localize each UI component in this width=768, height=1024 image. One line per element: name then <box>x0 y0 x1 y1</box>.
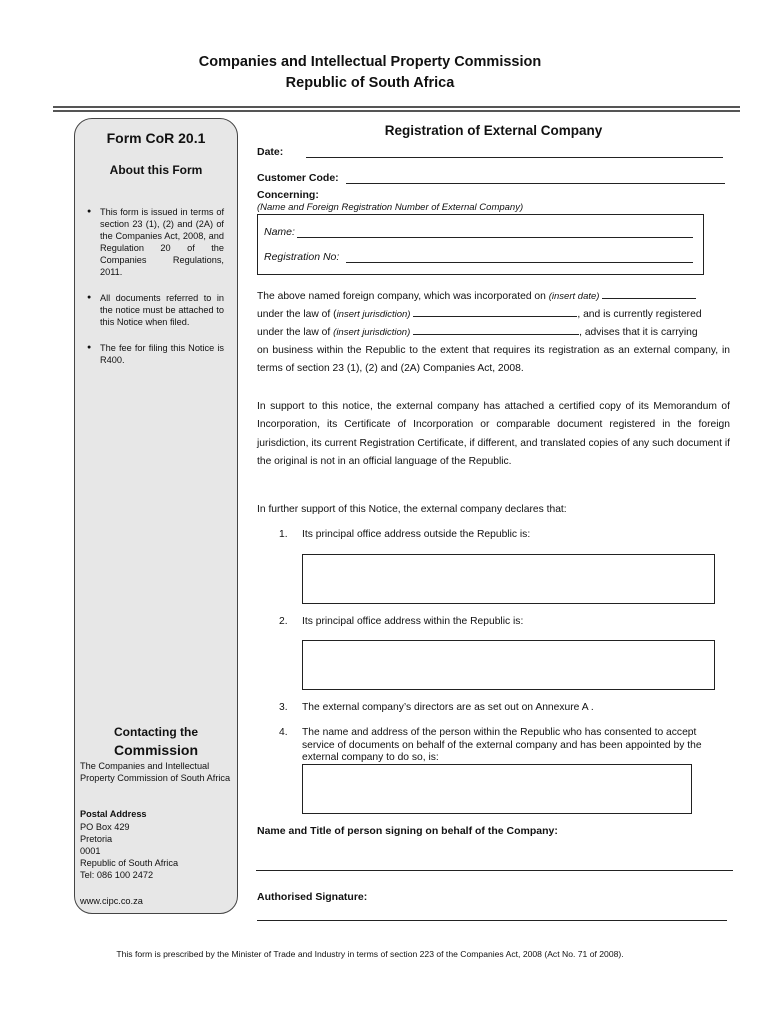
concerning-box <box>257 214 704 275</box>
para1-text: under the law of ( <box>257 309 337 320</box>
postal-address <box>80 821 232 881</box>
postal-line: Tel: 086 100 2472 <box>80 870 154 880</box>
header-rule-top <box>53 106 740 108</box>
paragraph-incorporation-line3 <box>257 324 730 342</box>
signing-name-field[interactable] <box>256 870 733 871</box>
registration-jurisdiction-field[interactable] <box>413 325 579 335</box>
header-rule-bottom <box>53 110 740 112</box>
contact-title: Contacting the <box>114 725 198 739</box>
item-number: 4. <box>279 727 288 738</box>
concerning-label: Concerning: <box>257 189 319 201</box>
paragraph-incorporation-line2 <box>257 306 730 324</box>
postal-line: Pretoria <box>80 834 113 844</box>
item-text: Its principal office address within the Republic is: <box>302 616 524 627</box>
postal-line: Republic of South Africa <box>80 858 179 868</box>
postal-line: PO Box 429 <box>80 822 130 832</box>
item-text: The name and address of the person within the Republic who has consented to accept service of documents on behalf of the external company and has been appointed by the external company to do so, is: <box>302 727 702 763</box>
date-label: Date: <box>257 146 284 158</box>
header-subtitle: Republic of South Africa <box>285 75 455 91</box>
paragraph-incorporation-rest: on business within the Republic to the extent that requires its registration as an external company, in terms of section 23 (1), (2) and (2A) Companies Act, 2008. <box>257 345 730 375</box>
about-bullets <box>84 206 224 380</box>
office-within-address-box[interactable] <box>302 640 715 690</box>
name-label: Name: <box>264 226 295 238</box>
office-outside-address-box[interactable] <box>302 554 715 604</box>
postal-line: 0001 <box>80 846 101 856</box>
about-bullet: ● This form is issued in terms of section 23 (1), (2) and (2A) of the Companies Act, 2008, and Regulation 20 of the Companies Regulations, 2011. <box>84 206 224 278</box>
insert-jurisdiction-hint: (insert jurisdiction) <box>333 327 411 338</box>
incorporation-jurisdiction-field[interactable] <box>413 307 577 317</box>
service-person-box[interactable] <box>302 764 692 814</box>
paragraph-incorporation-line1 <box>257 288 730 306</box>
about-bullet: ● All documents referred to in the notice must be attached to this Notice when filed. <box>84 292 224 328</box>
signature-field[interactable] <box>257 920 727 921</box>
item-number: 2. <box>279 616 288 627</box>
insert-date-hint: (insert date) <box>548 291 600 302</box>
about-title: About this Form <box>109 163 203 177</box>
item-number: 1. <box>279 529 288 540</box>
registration-label: Registration No: <box>264 251 340 263</box>
paragraph-support: In support to this notice, the external company has attached a certified copy of its Memorandum of Incorporation, its Certificate of Incorporation or comparable document registered in the foreign jurisdiction, its current Registration Certificate, if different, and translated copies of any such document if the original is not in an official language of the Republic. <box>257 401 730 467</box>
form-title: Registration of External Company <box>384 123 603 138</box>
customer-code-field[interactable] <box>346 183 725 184</box>
signature-label: Authorised Signature: <box>257 891 368 903</box>
contact-title-commission: Commission <box>113 742 198 758</box>
footer-note: This form is prescribed by the Minister of Trade and Industry in terms of section 223 of the Companies Act, 2008 (Act No. 71 of 2008). <box>116 949 624 959</box>
para1-text: , and is currently registered <box>577 309 702 320</box>
name-field[interactable] <box>297 237 693 238</box>
header-title: Companies and Intellectual Property Commission <box>198 54 542 70</box>
postal-label: Postal Address <box>80 809 147 819</box>
insert-jurisdiction-hint: insert jurisdiction) <box>336 309 411 320</box>
about-bullet: ● The fee for filing this Notice is R400. <box>84 342 224 366</box>
registration-field[interactable] <box>346 262 693 263</box>
item-text: The external company’s directors are as set out on Annexure A . <box>302 702 594 713</box>
date-field[interactable] <box>306 157 723 158</box>
incorporation-date-field[interactable] <box>602 289 696 299</box>
paragraph-declaration: In further support of this Notice, the external company declares that: <box>257 504 567 515</box>
customer-code-label: Customer Code: <box>257 172 339 184</box>
para1-text: under the law of <box>257 327 331 338</box>
para1-text: , advises that it is carrying <box>579 327 698 338</box>
item-number: 3. <box>279 702 288 713</box>
form-code: Form CoR 20.1 <box>106 130 206 146</box>
website-link[interactable]: www.cipc.co.za <box>80 896 143 906</box>
signing-label: Name and Title of person signing on behalf of the Company: <box>257 825 558 837</box>
commission-name: The Companies and Intellectual Property Commission of South Africa <box>80 761 231 783</box>
concerning-note: (Name and Foreign Registration Number of External Company) <box>257 202 524 213</box>
item-text: Its principal office address outside the Republic is: <box>302 529 531 540</box>
para1-text: The above named foreign company, which was incorporated on <box>257 291 546 302</box>
